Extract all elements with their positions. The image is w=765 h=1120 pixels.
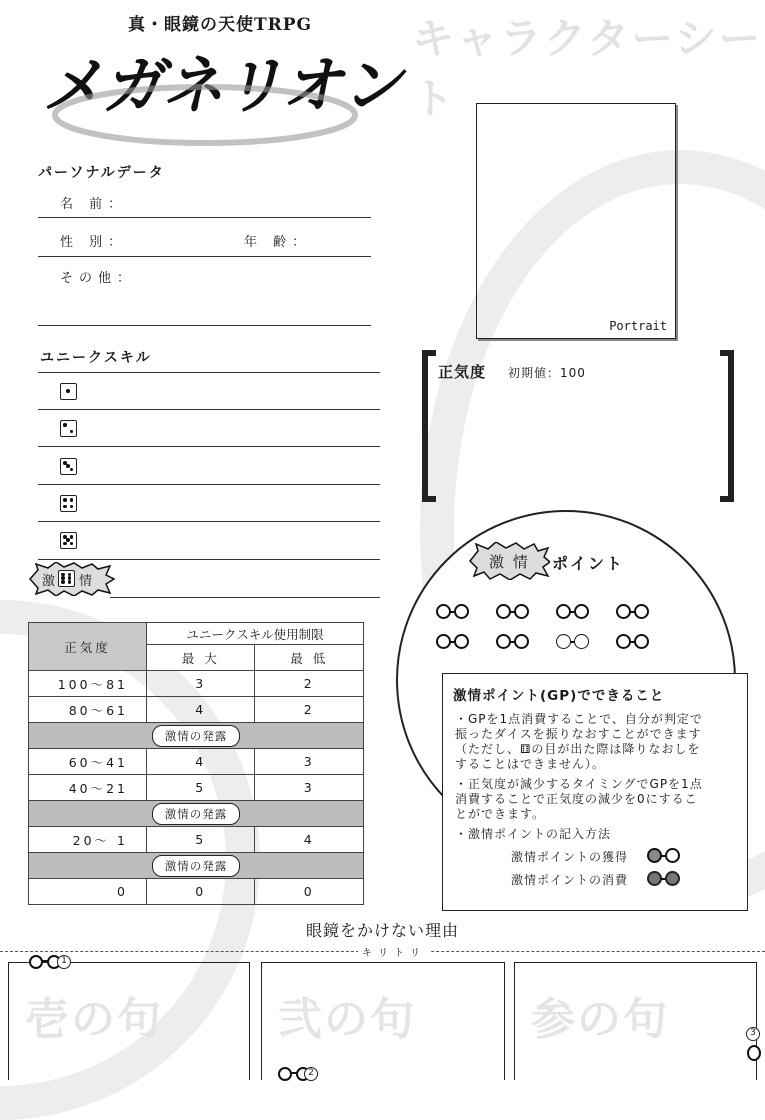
name-field-line[interactable] xyxy=(38,217,371,218)
sanity-bracket-left xyxy=(422,350,436,502)
reason-1-ghost: 壱の句 xyxy=(25,994,163,1045)
passion-point-grid xyxy=(436,604,676,654)
skill-5-line[interactable] xyxy=(38,559,380,560)
reason-box-3[interactable] xyxy=(514,962,757,1080)
game-subtitle: 真・眼鏡の天使TRPG xyxy=(128,15,313,35)
die-face-1-icon xyxy=(60,383,77,400)
die-face-5-icon xyxy=(60,532,77,549)
burst-label: 激情の発露 xyxy=(152,855,241,877)
col-min-header: 最 低 xyxy=(255,645,364,671)
glasses-filled-icon xyxy=(647,871,683,889)
other-label: その他： xyxy=(60,271,137,286)
sheet-title: キャラクターシート xyxy=(412,14,763,123)
die-face-4-icon xyxy=(60,495,77,512)
gp-info-title: 激情ポイント(GP)でできること xyxy=(453,688,665,704)
skill-2-line[interactable] xyxy=(38,446,380,447)
passion-point-glasses-icon[interactable] xyxy=(616,634,652,652)
glasses-empty-icon xyxy=(647,848,683,866)
passion-point-glasses-icon[interactable] xyxy=(436,634,472,652)
skill-line xyxy=(38,372,380,373)
col-limit-header: ユニークスキル使用制限 xyxy=(147,623,364,645)
game-logo: メガネリオン xyxy=(39,49,415,122)
gp-gain-label: 激情ポイントの獲得 xyxy=(511,850,629,864)
sanity-initial: 初期値：100 xyxy=(508,366,586,380)
skill-6-line[interactable] xyxy=(110,597,380,598)
sanity-bracket-right xyxy=(720,350,734,502)
table-row: 60〜41 4 3 xyxy=(29,749,364,775)
burst-row xyxy=(29,853,364,879)
reason-1-number: 1 xyxy=(57,955,71,969)
other-field-line[interactable] xyxy=(38,325,371,326)
passion-point-title-left: 激 情 xyxy=(489,553,530,571)
passion-row-right: 情 xyxy=(79,574,93,589)
reason-2-number: 2 xyxy=(304,1067,318,1081)
reason-3-ghost: 参の句 xyxy=(531,994,669,1045)
unique-skill-heading: ユニークスキル xyxy=(40,350,152,366)
die-face-6-icon xyxy=(58,570,75,587)
passion-point-glasses-icon[interactable] xyxy=(436,604,472,622)
gender-label: 性 別： xyxy=(60,235,128,250)
table-row: 40〜21 5 3 xyxy=(29,775,364,801)
passion-point-glasses-icon[interactable] xyxy=(556,634,592,652)
burst-label: 激情の発露 xyxy=(152,803,241,825)
gp-spend-label: 激情ポイントの消費 xyxy=(511,873,629,887)
gender-age-field-line[interactable] xyxy=(38,256,371,257)
reasons-heading: 眼鏡をかけない理由 xyxy=(306,921,460,940)
passion-point-glasses-icon[interactable] xyxy=(496,634,532,652)
burst-row xyxy=(29,723,364,749)
gp-info-item-1: ・GPを1点消費することで、自分が判定で振ったダイスを振りなおすことができます（ただし、⚅の目が出た際は降りなおしをすることはできません）。 xyxy=(455,712,703,771)
table-row: 0 0 0 xyxy=(29,879,364,905)
passion-point-title-right: ポイント xyxy=(552,554,625,573)
reason-box-1[interactable] xyxy=(8,956,250,1080)
die-face-2-icon xyxy=(60,420,77,437)
sanity-title: 正気度 xyxy=(438,363,487,381)
table-row: 80〜61 4 2 xyxy=(29,697,364,723)
sanity-value-area[interactable] xyxy=(440,385,715,495)
passion-point-glasses-icon[interactable] xyxy=(496,604,532,622)
skill-4-line[interactable] xyxy=(38,521,380,522)
glasses-tab-icon xyxy=(747,1045,761,1061)
passion-point-glasses-icon[interactable] xyxy=(616,604,652,622)
portrait-label: Portrait xyxy=(609,319,667,333)
burst-label: 激情の発露 xyxy=(152,725,241,747)
col-sanity-header: 正気度 xyxy=(29,623,147,671)
sanity-limit-table xyxy=(28,622,364,905)
skill-3-line[interactable] xyxy=(38,484,380,485)
col-max-header: 最 大 xyxy=(147,645,255,671)
passion-row-left: 激 xyxy=(42,574,56,589)
personal-data-heading: パーソナルデータ xyxy=(38,165,165,181)
reason-box-2[interactable] xyxy=(261,962,505,1080)
portrait-frame[interactable] xyxy=(476,103,676,339)
gp-info-box xyxy=(442,673,748,911)
skill-1-line[interactable] xyxy=(38,409,380,410)
table-row: 100〜81 3 2 xyxy=(29,671,364,697)
age-label: 年 齢： xyxy=(244,235,312,250)
reason-3-number: 3 xyxy=(746,1027,760,1041)
die-face-3-icon xyxy=(60,458,77,475)
gp-info-item-3: ・激情ポイントの記入方法 xyxy=(455,827,612,841)
passion-point-glasses-icon[interactable] xyxy=(556,604,592,622)
cut-label: キリトリ xyxy=(358,944,430,959)
table-row: 20〜 1 5 4 xyxy=(29,827,364,853)
burst-row xyxy=(29,801,364,827)
gp-info-item-2: ・正気度が減少するタイミングでGPを1点消費することで正気度の減少を0にすることができます。 xyxy=(455,777,703,821)
reason-2-ghost: 弐の句 xyxy=(278,994,416,1045)
logo-brush-ring xyxy=(40,70,370,160)
name-label: 名 前： xyxy=(60,197,128,212)
